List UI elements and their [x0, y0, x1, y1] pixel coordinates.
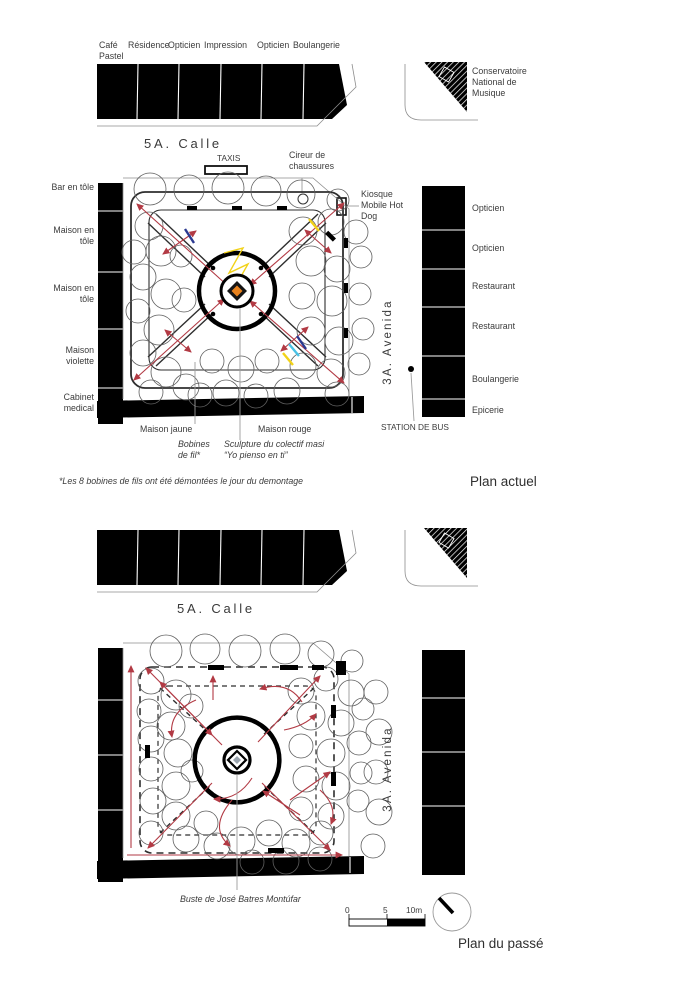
right-building-label: Boulangerie: [472, 374, 519, 384]
left-building-label: Bar en tôle: [51, 182, 94, 192]
top-building-label: Impression: [204, 40, 248, 50]
scale-label-0: 0: [345, 905, 350, 915]
kiosk-label: Kiosque Mobile Hot Dog: [361, 189, 404, 221]
conservatoire-label: Conservatoire National de Musique: [472, 66, 527, 98]
bust-label: Buste de José Batres Montúfar: [180, 894, 301, 904]
left-building-label: Maison en tôle: [53, 225, 94, 246]
right-building-label: Restaurant: [472, 281, 516, 291]
street-label-5a-calle: 5A. Calle: [144, 136, 222, 151]
blue-marker-nw: [185, 229, 194, 243]
kiosk-footprint: [336, 661, 346, 675]
cyan-marker-se: [289, 344, 299, 356]
top-building-label: Boulangerie: [293, 40, 340, 50]
conservatoire-building: [424, 62, 467, 112]
right-building-label: Epicerie: [472, 405, 504, 415]
left-building-strip-2: [98, 648, 123, 882]
bus-stop-leader: [411, 373, 414, 421]
scale-bar: [349, 914, 425, 926]
plan-actuel-title: Plan actuel: [470, 474, 537, 489]
conservatoire-building-2: [424, 528, 467, 578]
bottom-building-strip-2: [97, 856, 364, 879]
bobines-label: Bobines de fil*: [178, 439, 210, 460]
maison-rouge-label: Maison rouge: [258, 424, 312, 434]
top-building-label: Opticien: [257, 40, 290, 50]
top-building-block-2: [97, 530, 347, 585]
top-building-label: Café Pastel: [99, 40, 124, 61]
top-building-label: Résidence: [128, 40, 170, 50]
taxi-stand: [205, 166, 247, 174]
plan-passe-drawing: [97, 528, 478, 931]
left-building-label: Maison violette: [65, 345, 94, 366]
left-building-label: Cabinet medical: [63, 392, 94, 413]
right-building-label: Opticien: [472, 203, 505, 213]
plan-passe-title: Plan du passé: [458, 936, 544, 951]
street-label-3a-avenida: 3A. Avenida: [382, 299, 394, 385]
bottom-building-strip: [97, 396, 364, 418]
top-building-block: [97, 64, 347, 119]
street-label-3a-avenida-2: 3A. Avenida: [382, 726, 394, 812]
bus-stop-dot: [408, 366, 414, 372]
sculpture-label-line2: “Yo pienso en ti”: [224, 450, 288, 460]
bus-station-label: STATION DE BUS: [381, 422, 449, 432]
sculpture-label-line1: Sculpture du colectif masi: [224, 439, 325, 449]
shoeshine-label: Cireur de chaussures: [289, 150, 334, 171]
scale-label-5: 5: [383, 905, 388, 915]
yellow-marker-se: [283, 353, 293, 365]
right-building-label: Restaurant: [472, 321, 516, 331]
right-building-label: Opticien: [472, 243, 505, 253]
footnote: *Les 8 bobines de fils ont été démontées le jour du demontage: [59, 476, 304, 486]
plan-actuel-drawing: [97, 62, 478, 440]
street-label-5a-calle-2: 5A. Calle: [177, 601, 255, 616]
top-building-label: Opticien: [168, 40, 201, 50]
shoeshine-spot: [298, 194, 308, 204]
taxis-label: TAXIS: [217, 153, 241, 163]
right-building-strip-2: [422, 650, 465, 875]
north-compass-icon: [433, 893, 471, 931]
scale-label-10m: 10m: [406, 905, 423, 915]
right-building-strip: [422, 186, 465, 417]
left-building-label: Maison en tôle: [53, 283, 94, 304]
trees-plan-passe: [137, 634, 392, 874]
maison-jaune-label: Maison jaune: [140, 424, 193, 434]
